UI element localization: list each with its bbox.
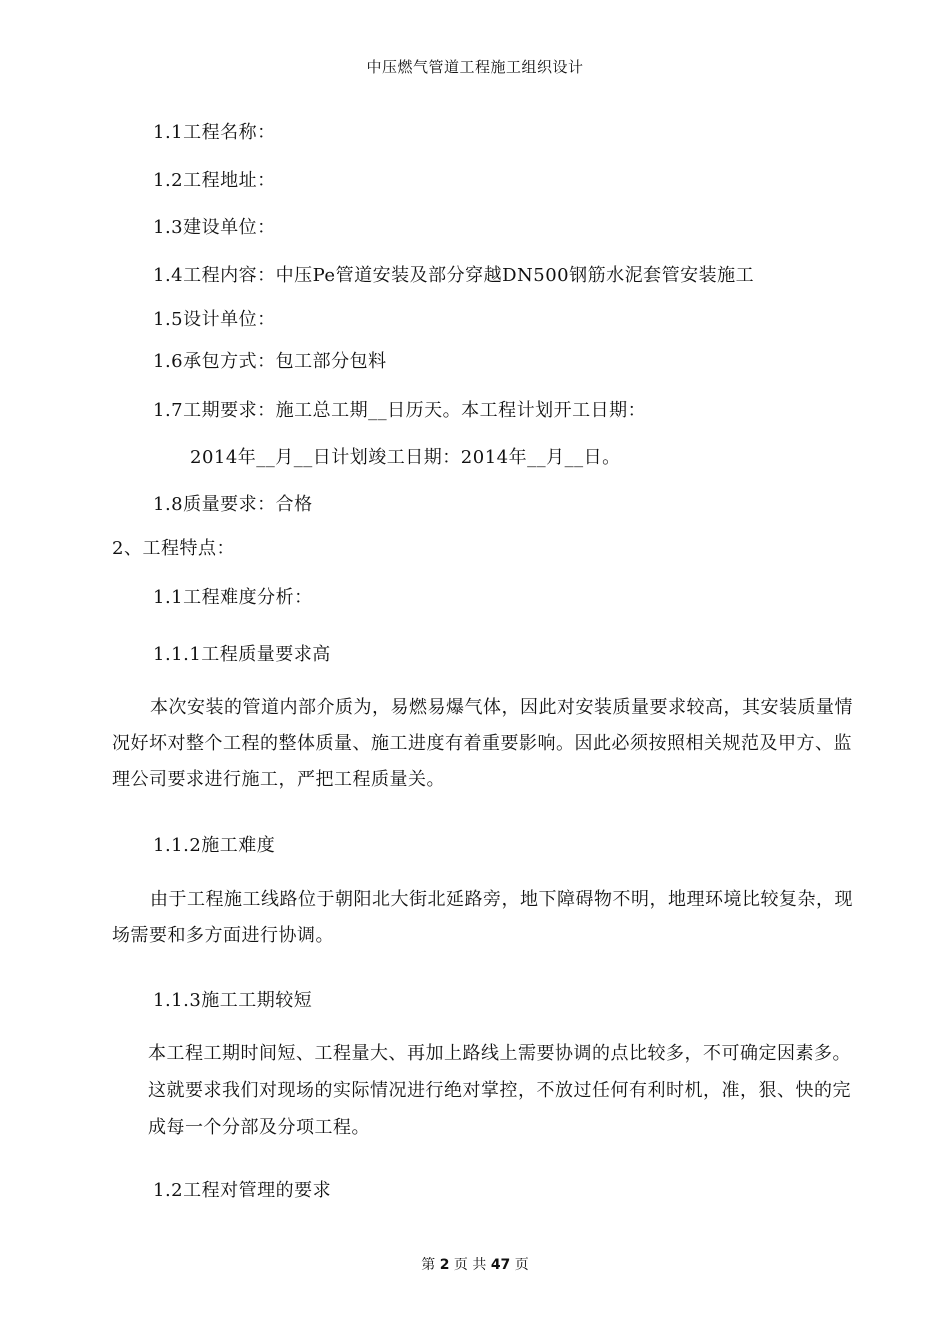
item-project-content: 1.4工程内容：中压Pe管道安装及部分穿越DN500钢筋水泥套管安装施工	[153, 265, 755, 286]
paragraph-line: 由于工程施工线路位于朝阳北大街北延路旁，地下障碍物不明，地理环境比较复杂，现	[150, 889, 853, 910]
paragraph-difficulty	[112, 882, 862, 954]
paragraph-line: 场需要和多方面进行协调。	[112, 925, 334, 946]
paragraph-schedule	[148, 1035, 868, 1146]
paragraph-line: 这就要求我们对现场的实际情况进行绝对掌控，不放过任何有利时机，准，狠、快的完	[148, 1080, 851, 1101]
footer-prefix: 第	[421, 1257, 436, 1273]
subsection-construction-difficulty: 1.1.2施工难度	[153, 835, 276, 856]
item-schedule: 1.7工期要求：施工总工期__日历天。本工程计划开工日期：	[153, 400, 647, 421]
subsection-quality-high: 1.1.1工程质量要求高	[153, 644, 331, 665]
item-schedule-dates: 2014年__月__日计划竣工日期：2014年__月__日。	[190, 447, 621, 468]
paragraph-line: 本次安装的管道内部介质为，易燃易爆气体，因此对安装质量要求较高，其安装质量情	[150, 697, 853, 718]
paragraph-line: 况好坏对整个工程的整体质量、施工进度有着重要影响。因此必须按照相关规范及甲方、监	[112, 733, 852, 754]
subsection-difficulty: 1.1工程难度分析：	[153, 587, 313, 608]
page-footer	[0, 1254, 950, 1274]
section-title: 2、工程特点：	[112, 538, 235, 559]
paragraph-line: 本工程工期时间短、工程量大、再加上路线上需要协调的点比较多，不可确定因素多。	[148, 1043, 851, 1064]
subsection-management: 1.2工程对管理的要求	[153, 1180, 332, 1201]
page-header: 中压燃气管道工程施工组织设计	[366, 58, 584, 76]
item-quality: 1.8质量要求：合格	[153, 494, 313, 515]
subsection-short-schedule: 1.1.3施工工期较短	[153, 990, 313, 1011]
footer-middle: 页 共	[453, 1257, 487, 1273]
item-construction-unit: 1.3建设单位：	[153, 217, 276, 238]
footer-total-pages: 47	[490, 1257, 511, 1273]
item-project-address: 1.2工程地址：	[153, 170, 276, 191]
paragraph-quality	[112, 690, 862, 798]
footer-page-number: 2	[439, 1257, 450, 1273]
paragraph-line: 成每一个分部及分项工程。	[148, 1117, 370, 1138]
footer-suffix: 页	[514, 1257, 529, 1273]
item-project-name: 1.1工程名称：	[153, 122, 276, 143]
paragraph-line: 理公司要求进行施工，严把工程质量关。	[112, 769, 445, 790]
item-contract-method: 1.6承包方式：包工部分包料	[153, 351, 387, 372]
item-design-unit: 1.5设计单位：	[153, 309, 276, 330]
